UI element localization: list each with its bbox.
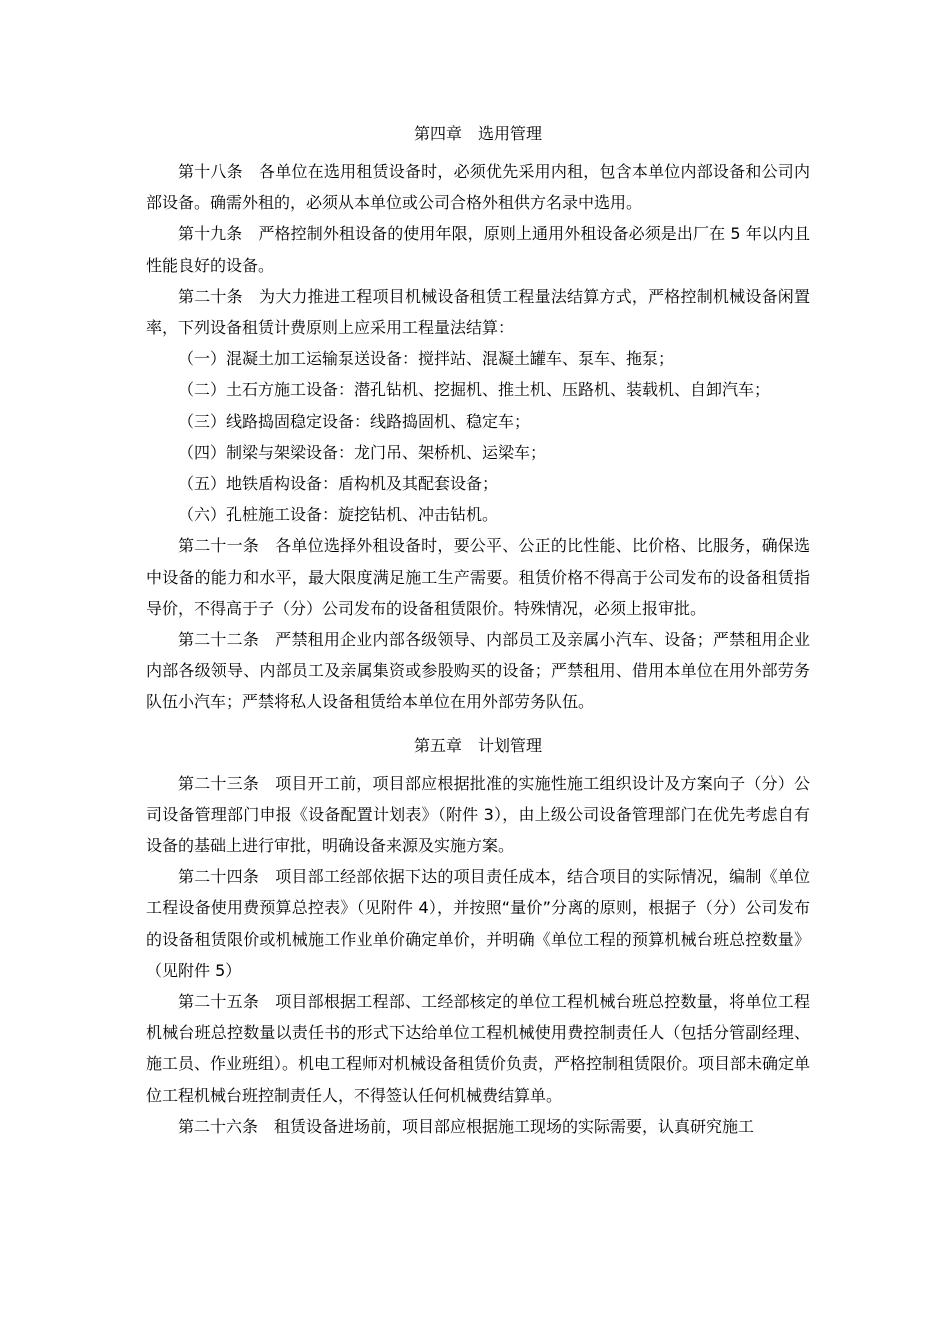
- article-21: 第二十一条 各单位选择外租设备时，要公平、公正的比性能、比价格、比服务，确保选中设备的能力和水平，最大限度满足施工生产需要。租赁价格不得高于公司发布的设备租赁指导价，不得高于子（分）公司发布的设备租赁限价。特殊情况，必须上报审批。: [146, 536, 810, 618]
- article-20: 第二十条 为大力推进工程项目机械设备租赁工程量法结算方式，严格控制机械设备闲置率，下列设备租赁计费原则上应采用工程量法结算：: [146, 286, 810, 338]
- article-25: 第二十五条 项目部根据工程部、工经部核定的单位工程机械台班总控数量，将单位工程机械台班总控数量以责任书的形式下达给单位工程机械使用费控制责任人（包括分管副经理、施工员、作业班组）。机电工程师对机械设备租赁价负责，严格控制租赁限价。项目部未确定单位工程机械台班控制责任人，不得签认任何机械费结算单。: [146, 992, 811, 1105]
- article-23: 第二十三条 项目开工前，项目部应根据批准的实施性施工组织设计及方案向子（分）公司设备管理部门申报《设备配置计划表》（附件 3），由上级公司设备管理部门在优先考虑自有设备的基础上进行审批，明确设备来源及实施方案。: [146, 773, 810, 856]
- list-item: （一）混凝土加工运输泵送设备：搅拌站、混凝土罐车、泵车、拖泵；: [178, 349, 675, 369]
- article-26: 第二十六条 租赁设备进场前，项目部应根据施工现场的实际需要，认真研究施工: [178, 1116, 755, 1136]
- document-page: [146, 118, 810, 1142]
- article-19: 第十九条 严格控制外租设备的使用年限，原则上通用外租设备必须是出厂在 5 年以内且性能良好的设备。: [146, 224, 810, 275]
- article-18: 第十八条 各单位在选用租赁设备时，必须优先采用内租，包含本单位内部设备和公司内部设备。确需外租的，必须从本单位或公司合格外租供方名录中选用。: [146, 162, 810, 213]
- list-item: （六）孔桩施工设备：旋挖钻机、冲击钻机。: [178, 505, 499, 525]
- chapter5-title: 第五章 计划管理: [413, 735, 542, 755]
- section-gap: [146, 718, 810, 730]
- list-item: （五）地铁盾构设备：盾构机及其配套设备；: [178, 474, 499, 494]
- list-item: （四）制梁与架梁设备：龙门吊、架桥机、运梁车；: [178, 442, 547, 462]
- article-24: 第二十四条 项目部工经部依据下达的项目责任成本，结合项目的实际情况，编制《单位工程设备使用费预算总控表》（见附件 4），并按照“量价”分离的原则，根据子（分）公司发布的设备租赁限价或机械施工作业单价确定单价，并明确《单位工程的预算机械台班总控数量》（见附件 5）: [146, 867, 810, 980]
- list-item: （二）土石方施工设备：潜孔钻机、挖掘机、推土机、压路机、装载机、自卸汽车；: [178, 380, 771, 400]
- chapter4-title: 第四章 选用管理: [413, 124, 542, 143]
- list-item: （三）线路捣固稳定设备：线路捣固机、稳定车；: [178, 411, 531, 431]
- article-22: 第二十二条 严禁租用企业内部各级领导、内部员工及亲属小汽车、设备；严禁租用企业内部各级领导、内部员工及亲属集资或参股购买的设备；严禁租用、借用本单位在用外部劳务队伍小汽车；严禁将私人设备租赁给本单位在用外部劳务队伍。: [146, 630, 810, 712]
